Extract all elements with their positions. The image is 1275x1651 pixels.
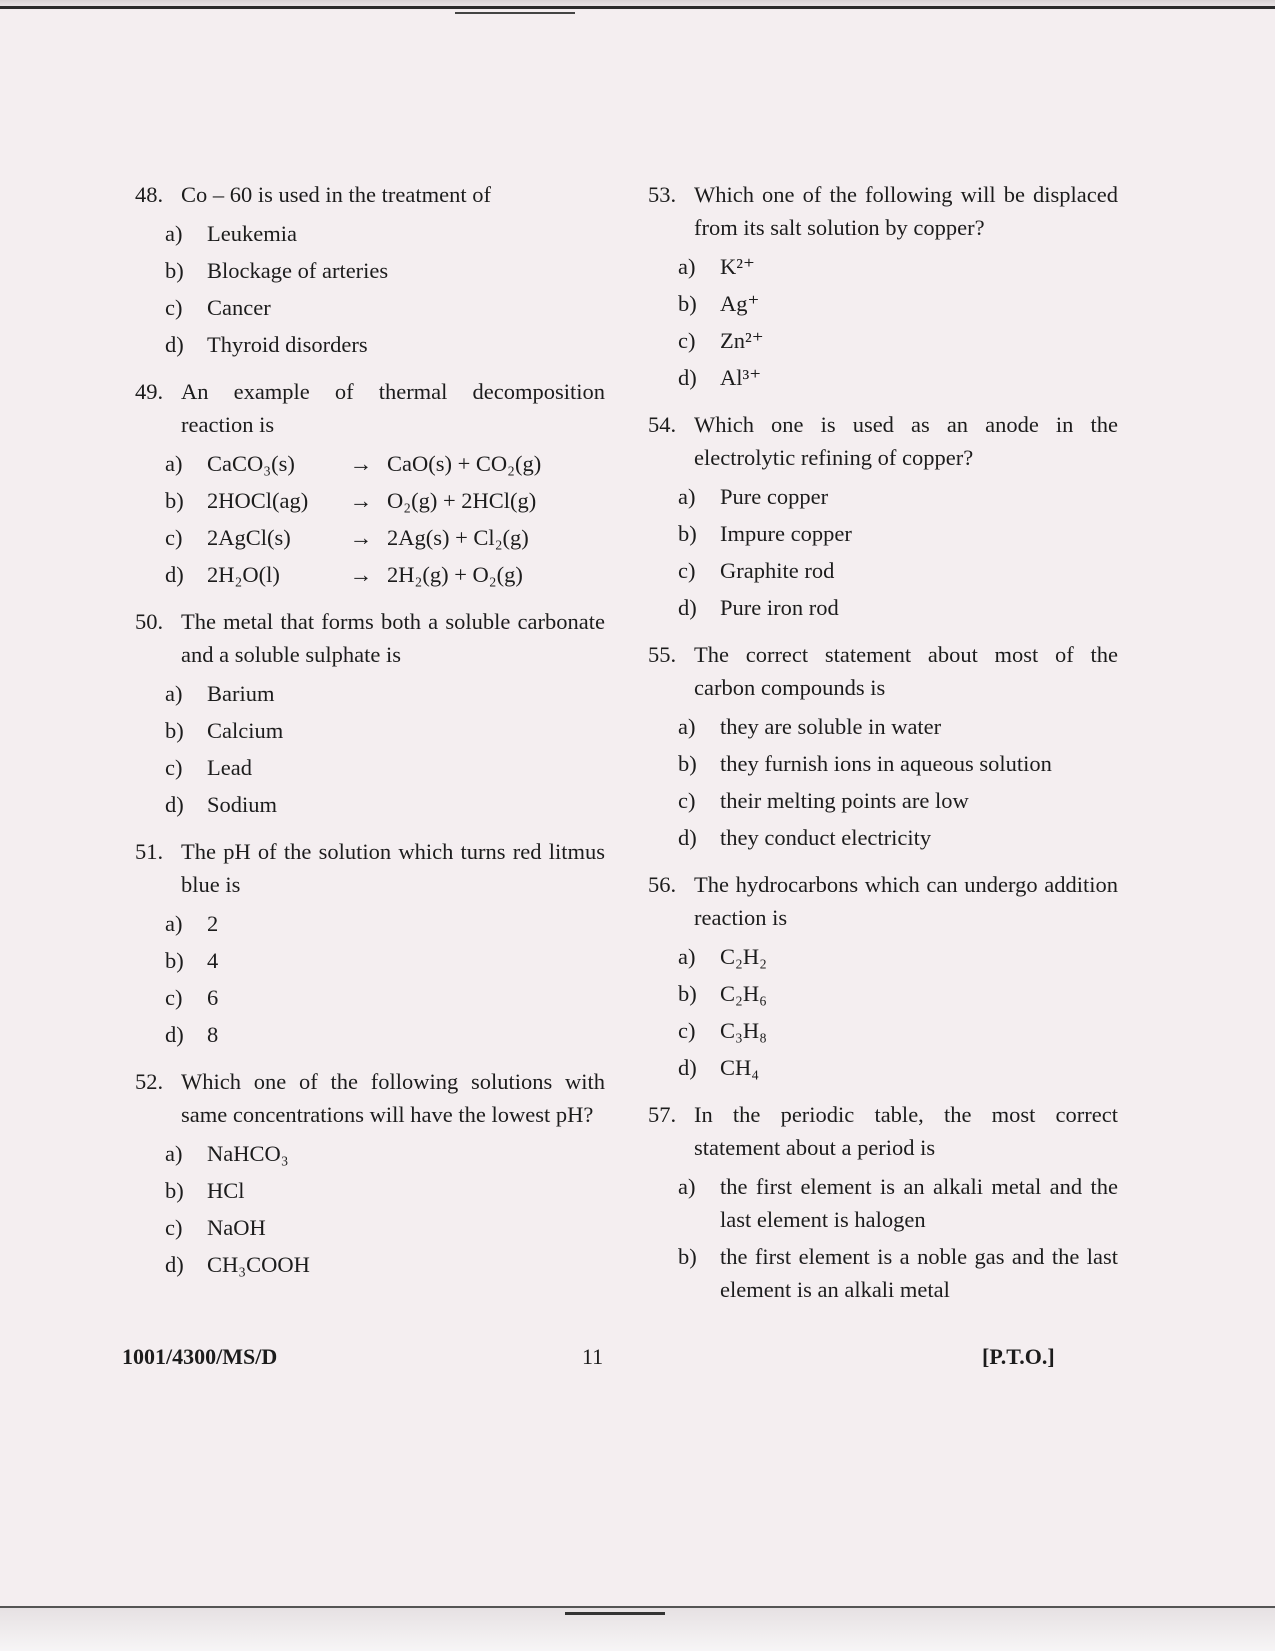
option-a	[678, 940, 1118, 973]
question-53	[648, 178, 1118, 394]
option-c	[678, 784, 1118, 817]
question-text: The hydrocarbons which can undergo addition reaction is	[694, 872, 1118, 930]
option-a	[165, 217, 605, 250]
question-number: 49.	[135, 379, 164, 404]
reactant: CaCO₃(s)	[207, 451, 295, 476]
option-b	[678, 1240, 1118, 1306]
question-text: Which one is used as an anode in the electrolytic refining of copper?	[694, 412, 1118, 470]
option-text: the first element is an alkali metal and the last element is halogen	[720, 1174, 1118, 1232]
option-c	[165, 1211, 605, 1244]
question-number: 55.	[648, 642, 677, 667]
option-text: 2	[207, 911, 219, 936]
option-text: Leukemia	[207, 221, 297, 246]
option-text: K²⁺	[720, 254, 755, 279]
option-c	[165, 751, 605, 784]
question-number: 52.	[135, 1069, 164, 1094]
option-text: Graphite rod	[720, 558, 835, 583]
option-text: Blockage of arteries	[207, 258, 389, 283]
option-b	[678, 517, 1118, 550]
option-text: Pure copper	[720, 484, 829, 509]
option-letter: b)	[678, 291, 697, 316]
option-text: C₃H₈	[720, 1018, 767, 1043]
question-text: The metal that forms both a soluble carbonate and a soluble sulphate is	[181, 609, 605, 667]
product: 2H₂(g) + O₂(g)	[387, 562, 523, 587]
option-a	[165, 907, 605, 940]
option-text: CH₄	[720, 1055, 760, 1080]
option-c	[678, 554, 1118, 587]
option-text: CH₃COOH	[207, 1252, 310, 1277]
option-letter: d)	[678, 365, 697, 390]
option-letter: a)	[165, 1141, 183, 1166]
option-a	[678, 1170, 1118, 1236]
question-55	[648, 638, 1118, 854]
option-letter: a)	[165, 221, 183, 246]
option-letter: d)	[165, 792, 184, 817]
question-text: An example of thermal decomposition reaction is	[181, 379, 605, 437]
arrow-icon: →	[349, 488, 373, 513]
option-a	[678, 250, 1118, 283]
option-letter: d)	[678, 825, 697, 850]
option-letter: a)	[165, 681, 183, 706]
option-letter: b)	[165, 718, 184, 743]
option-letter: c)	[165, 985, 183, 1010]
option-b	[165, 254, 605, 287]
option-text: Al³⁺	[720, 365, 762, 390]
option-letter: a)	[165, 911, 183, 936]
reactant: 2H₂O(l)	[207, 562, 280, 587]
option-text: their melting points are low	[720, 788, 969, 813]
option-letter: b)	[165, 258, 184, 283]
question-48	[135, 178, 605, 361]
option-d	[678, 821, 1118, 854]
option-letter: b)	[165, 488, 184, 513]
option-c	[165, 521, 605, 554]
product: CaO(s) + CO₂(g)	[387, 451, 542, 476]
option-text: Barium	[207, 681, 275, 706]
option-letter: d)	[678, 1055, 697, 1080]
option-text: Impure copper	[720, 521, 852, 546]
option-letter: b)	[678, 1244, 697, 1269]
option-b	[678, 287, 1118, 320]
question-text: In the periodic table, the most correct statement about a period is	[694, 1102, 1118, 1160]
question-number: 57.	[648, 1102, 677, 1127]
option-letter: c)	[678, 788, 696, 813]
option-letter: c)	[165, 525, 183, 550]
option-b	[165, 944, 605, 977]
option-text: they furnish ions in aqueous solution	[720, 751, 1052, 776]
option-text: Cancer	[207, 295, 271, 320]
option-a	[165, 677, 605, 710]
option-letter: c)	[678, 558, 696, 583]
option-c	[678, 1014, 1118, 1047]
option-c	[165, 981, 605, 1014]
question-text: The correct statement about most of the carbon compounds is	[694, 642, 1118, 700]
option-text: 8	[207, 1022, 219, 1047]
option-d	[165, 1018, 605, 1051]
option-text: Pure iron rod	[720, 595, 839, 620]
option-letter: a)	[678, 254, 696, 279]
option-a	[678, 710, 1118, 743]
option-text: C₂H₆	[720, 981, 767, 1006]
question-50	[135, 605, 605, 821]
question-number: 56.	[648, 872, 677, 897]
option-letter: a)	[678, 944, 696, 969]
arrow-icon: →	[349, 562, 373, 587]
question-text: The pH of the solution which turns red litmus blue is	[181, 839, 605, 897]
option-b	[678, 977, 1118, 1010]
option-letter: a)	[678, 1174, 696, 1199]
reactant: 2HOCl(ag)	[207, 488, 309, 513]
option-letter: a)	[165, 451, 183, 476]
question-text: Which one of the following will be displaced from its salt solution by copper?	[694, 182, 1118, 240]
option-d	[165, 788, 605, 821]
question-number: 54.	[648, 412, 677, 437]
option-text: Lead	[207, 755, 252, 780]
option-d	[165, 328, 605, 361]
option-letter: d)	[165, 1022, 184, 1047]
product: 2Ag(s) + Cl₂(g)	[387, 525, 529, 550]
option-letter: c)	[165, 295, 183, 320]
option-d	[678, 1051, 1118, 1084]
option-text: Ag⁺	[720, 291, 760, 316]
option-d	[165, 558, 605, 591]
question-text: Co – 60 is used in the treatment of	[181, 182, 491, 207]
option-text: C₂H₂	[720, 944, 767, 969]
question-text: Which one of the following solutions with same concentrations will have the lowest pH?	[181, 1069, 605, 1127]
option-d	[678, 591, 1118, 624]
option-letter: c)	[165, 755, 183, 780]
option-a	[165, 447, 605, 480]
option-text: Sodium	[207, 792, 278, 817]
right-column	[648, 178, 1118, 1320]
option-text: NaOH	[207, 1215, 266, 1240]
question-57	[648, 1098, 1118, 1306]
option-letter: d)	[165, 332, 184, 357]
option-letter: c)	[678, 328, 696, 353]
option-letter: b)	[678, 521, 697, 546]
question-number: 48.	[135, 182, 164, 207]
question-number: 50.	[135, 609, 164, 634]
option-text: 6	[207, 985, 219, 1010]
option-letter: b)	[165, 1178, 184, 1203]
option-letter: b)	[678, 981, 697, 1006]
option-letter: c)	[165, 1215, 183, 1240]
option-letter: c)	[678, 1018, 696, 1043]
question-54	[648, 408, 1118, 624]
option-c	[165, 291, 605, 324]
product: O₂(g) + 2HCl(g)	[387, 488, 537, 513]
option-letter: d)	[165, 1252, 184, 1277]
option-d	[678, 361, 1118, 394]
option-b	[165, 484, 605, 517]
option-c	[678, 324, 1118, 357]
option-text: Calcium	[207, 718, 284, 743]
top-mark	[455, 12, 575, 14]
question-51	[135, 835, 605, 1051]
arrow-icon: →	[349, 451, 373, 476]
option-text: they conduct electricity	[720, 825, 932, 850]
option-text: the first element is a noble gas and the last element is an alkali metal	[720, 1244, 1118, 1302]
option-text: Zn²⁺	[720, 328, 764, 353]
option-letter: b)	[165, 948, 184, 973]
option-text: 4	[207, 948, 219, 973]
option-letter: a)	[678, 484, 696, 509]
option-text: Thyroid disorders	[207, 332, 368, 357]
option-text: HCl	[207, 1178, 245, 1203]
question-number: 53.	[648, 182, 677, 207]
option-a	[678, 480, 1118, 513]
option-letter: d)	[678, 595, 697, 620]
bottom-mark	[565, 1612, 665, 1615]
pto-label: [P.T.O.]	[982, 1344, 1055, 1369]
paper-code: 1001/4300/MS/D	[122, 1344, 278, 1369]
question-56	[648, 868, 1118, 1084]
option-b	[165, 714, 605, 747]
option-text: they are soluble in water	[720, 714, 942, 739]
reactant: 2AgCl(s)	[207, 525, 291, 550]
question-number: 51.	[135, 839, 164, 864]
option-b	[678, 747, 1118, 780]
option-d	[165, 1248, 605, 1281]
option-letter: a)	[678, 714, 696, 739]
arrow-icon: →	[349, 525, 373, 550]
option-text: NaHCO₃	[207, 1141, 289, 1166]
option-letter: b)	[678, 751, 697, 776]
top-rule	[0, 6, 1275, 9]
option-letter: d)	[165, 562, 184, 587]
page-number: 11	[582, 1344, 604, 1369]
left-column	[135, 178, 605, 1295]
question-52	[135, 1065, 605, 1281]
option-a	[165, 1137, 605, 1170]
question-49	[135, 375, 605, 591]
option-b	[165, 1174, 605, 1207]
